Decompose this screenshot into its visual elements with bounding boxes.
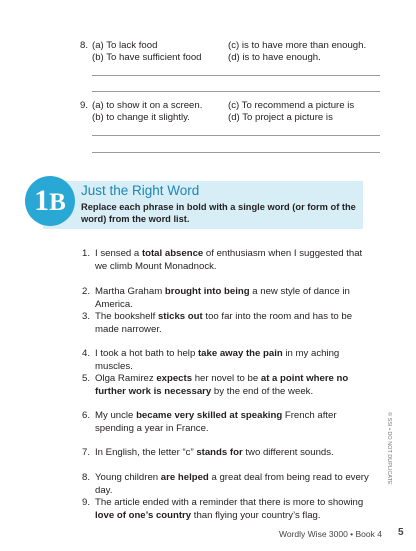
footer-book-title: Wordly Wise 3000 • Book 4: [279, 529, 382, 539]
bold-phrase: expects: [156, 373, 193, 384]
bold-phrase: became very skilled at speaking: [136, 410, 283, 421]
exercise-item-text: [95, 410, 372, 435]
exercise-item-number: 9.: [82, 497, 91, 508]
section-title: Just the Right Word: [81, 183, 200, 198]
exercise-item-text: [95, 286, 372, 311]
q9-option-a: (a) to show it on a screen.: [92, 100, 203, 111]
sentence-text: The bookshelf: [95, 311, 158, 322]
q9-answer-line-1[interactable]: [92, 135, 380, 136]
exercise-item: [82, 447, 372, 460]
sentence-text: a new style of dance in America.: [95, 286, 350, 310]
sentence-text: two different sounds.: [242, 447, 334, 458]
exercise-item: [82, 472, 372, 497]
exercise-item-number: 4.: [82, 348, 91, 359]
sentence-text: French after spending a year in France.: [95, 410, 337, 434]
exercise-item-number: 6.: [82, 410, 91, 421]
exercise-item-text: [95, 373, 372, 398]
q8-option-d: (d) is to have enough.: [228, 52, 321, 63]
q8-option-c: (c) is to have more than enough.: [228, 40, 367, 51]
section-instructions: Replace each phrase in bold with a single word (or form of the word) from the word list.: [81, 202, 356, 224]
q9-option-c: (c) To recommend a picture is: [228, 100, 355, 111]
sentence-text: too far into the room and has to be made narrower.: [95, 311, 353, 335]
exercise-item-number: 5.: [82, 373, 91, 384]
section-badge-number: 1: [34, 184, 50, 217]
q8-option-b: (b) To have sufficient food: [92, 52, 202, 63]
exercise-item: [82, 373, 372, 398]
bold-phrase: total absence: [141, 248, 204, 259]
exercise-item-text: [95, 348, 372, 373]
q8-answer-line-2[interactable]: [92, 91, 380, 92]
sentence-text: her novel to be: [192, 373, 261, 384]
exercise-item-text: [95, 447, 372, 460]
sentence-text: Olga Ramirez: [95, 373, 157, 384]
exercise-item: [82, 497, 372, 522]
bold-phrase: brought into being: [164, 286, 250, 297]
bold-phrase: take away the pain: [197, 348, 283, 359]
exercise-item-text: [95, 497, 372, 522]
exercise-item-text: [95, 311, 372, 336]
exercise-item-number: 7.: [82, 447, 91, 458]
exercise-item-number: 3.: [82, 311, 91, 322]
sentence-text: The article ended with a reminder that there is more to showing: [95, 497, 364, 508]
sentence-text: My uncle: [95, 410, 137, 421]
bold-phrase: at a point where no further work is necessary: [95, 373, 349, 397]
exercise-item-number: 1.: [82, 248, 91, 259]
q9-number: 9.: [80, 100, 89, 111]
exercise-item: [82, 286, 372, 311]
sentence-text: in my aching muscles.: [95, 348, 340, 372]
exercise-item-text: [95, 248, 372, 273]
bold-phrase: sticks out: [157, 311, 203, 322]
sentence-text: by the end of the week.: [211, 385, 314, 397]
q9-answer-line-2[interactable]: [92, 152, 380, 153]
q9-option-b: (b) to change it slightly.: [92, 112, 190, 123]
q8-number: 8.: [80, 40, 89, 51]
sentence-text: In English, the letter “c”: [95, 447, 197, 458]
sentence-text: of enthusiasm when I suggested that we climb Mount Monadnock.: [95, 248, 363, 272]
q8-answer-line-1[interactable]: [92, 75, 380, 76]
sentence-text: than flying your country’s flag.: [191, 509, 321, 521]
bold-phrase: stands for: [196, 447, 243, 458]
exercise-item: [82, 311, 372, 336]
q9-option-d: (d) To project a picture is: [228, 112, 333, 123]
bold-phrase: are helped: [160, 472, 209, 483]
sentence-text: Martha Graham: [95, 286, 165, 297]
bold-phrase: love of one’s country: [95, 509, 192, 521]
exercise-item: [82, 348, 372, 373]
sentence-text: Young children: [95, 472, 161, 483]
page-number: 5: [398, 527, 404, 538]
section-badge-letter: B: [49, 189, 66, 216]
sentence-text: a great deal from being read to every day.: [95, 472, 369, 496]
exercise-item-number: 2.: [82, 286, 91, 297]
section-badge: [25, 176, 75, 226]
copyright-side-note: © SSI • DO NOT DUPLICATE: [386, 412, 392, 485]
sentence-text: I took a hot bath to help: [95, 348, 198, 359]
sentence-text: I sensed a: [95, 248, 142, 259]
exercise-item: [82, 410, 372, 435]
exercise-item: [82, 248, 372, 273]
exercise-item-text: [95, 472, 372, 497]
exercise-item-number: 8.: [82, 472, 91, 483]
q8-option-a: (a) To lack food: [92, 40, 158, 51]
